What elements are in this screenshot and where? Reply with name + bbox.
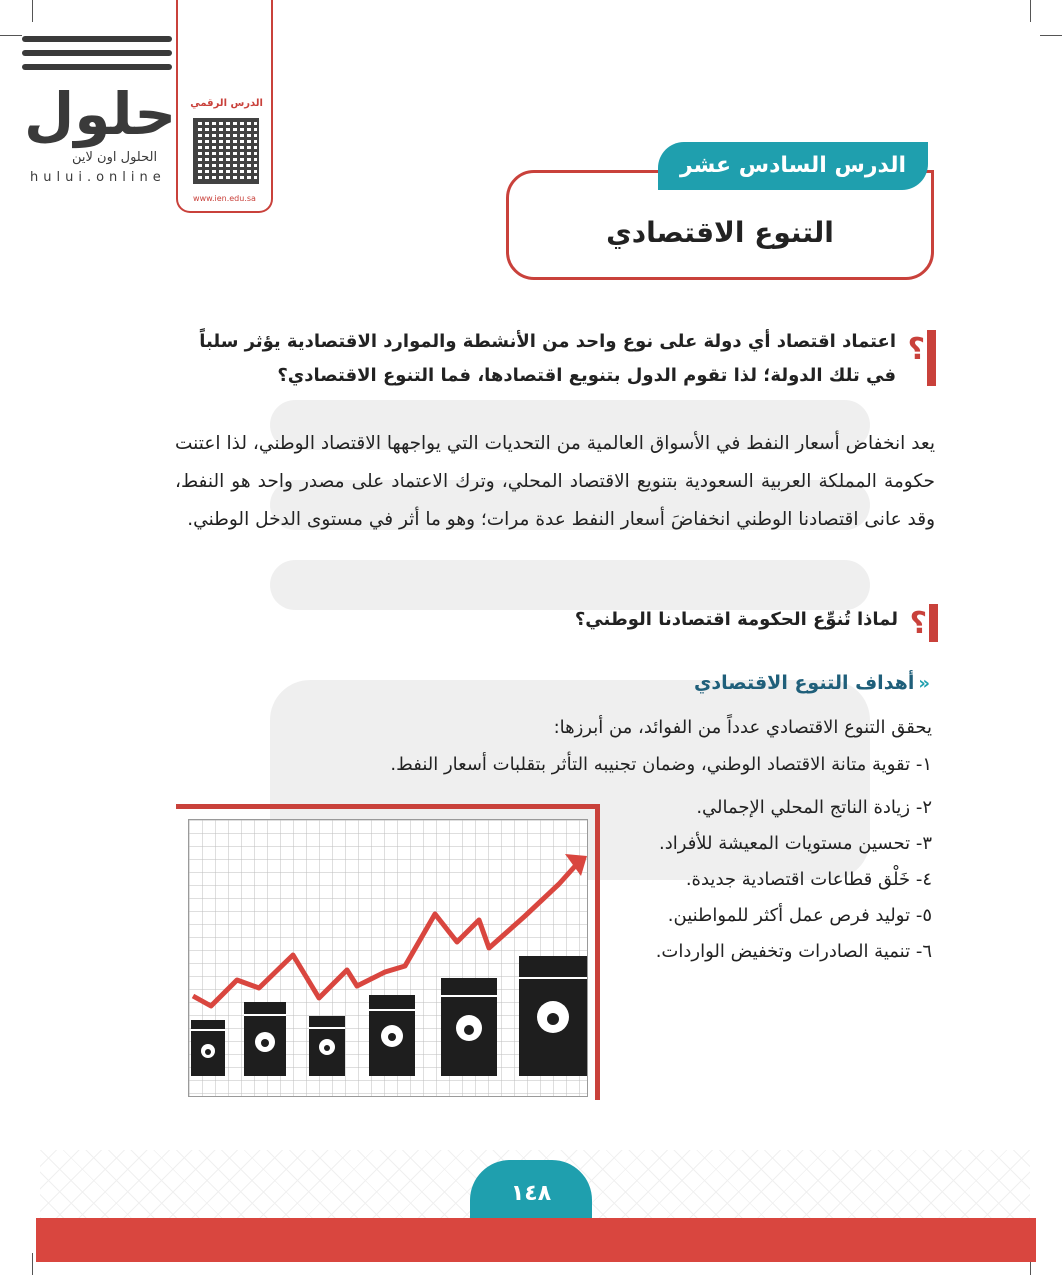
goal-item: ٦- تنمية الصادرات وتخفيض الواردات. bbox=[655, 941, 932, 962]
goals-intro: يحقق التنوع الاقتصادي عدداً من الفوائد، من أبرزها: bbox=[553, 717, 932, 738]
oil-price-illustration bbox=[176, 804, 600, 1100]
crop-mark bbox=[1030, 0, 1031, 22]
goal-item: ١- تقوية متانة الاقتصاد الوطني، وضمان تجنيبه التأثر بتقلبات أسعار النفط. bbox=[390, 754, 932, 775]
discussion-question: لماذا تُنوِّع الحكومة اقتصادنا الوطني؟ bbox=[574, 609, 898, 630]
crop-mark bbox=[32, 0, 33, 22]
digital-lesson-label: الدرس الرقمي bbox=[190, 98, 263, 109]
digital-lesson-url[interactable]: www.ien.edu.sa bbox=[193, 194, 256, 203]
goal-item: ٥- توليد فرص عمل أكثر للمواطنين. bbox=[667, 905, 932, 926]
crop-mark bbox=[1040, 35, 1062, 36]
goal-item: ٤- خَلْق قطاعات اقتصادية جديدة. bbox=[685, 869, 932, 890]
qr-code-icon[interactable] bbox=[193, 118, 259, 184]
footer-bar bbox=[36, 1218, 1036, 1262]
intro-question: اعتماد اقتصاد أي دولة على نوع واحد من الأنشطة والموارد الاقتصادية يؤثر سلباً في تلك الدولة؛ لذا تقوم الدول بتنويع اقتصادها، فما التنوع الاقتصادي؟ bbox=[199, 331, 896, 386]
goal-item: ٣- تحسين مستويات المعيشة للأفراد. bbox=[659, 833, 932, 854]
site-logo[interactable] bbox=[12, 30, 187, 185]
lesson-number-badge: الدرس السادس عشر bbox=[658, 142, 928, 190]
section-heading: «أهداف التنوع الاقتصادي bbox=[693, 672, 930, 694]
question-mark-icon: ؟ bbox=[904, 330, 936, 386]
digital-lesson-tag[interactable] bbox=[176, 0, 273, 213]
logo-subtitle-latin: hului.online bbox=[30, 170, 166, 185]
double-chevron-icon: « bbox=[918, 673, 930, 694]
lesson-title: التنوع الاقتصادي bbox=[606, 216, 834, 249]
page-number: ١٤٨ bbox=[470, 1160, 592, 1220]
body-paragraph: يعد انخفاض أسعار النفط في الأسواق العالمية من التحديات التي يواجهها الاقتصاد الوطني، لذا اعتنت حكومة المملكة العربية السعودية بتنويع الاقتصاد المحلي، وترك الاعتماد على مصدر واحد هو النفط، وقد عانى اقتصادنا الوطني انخفاضَ أسعار النفط عدة مرات؛ وهو ما أثر في مستوى الدخل الوطني. bbox=[175, 433, 935, 530]
logo-word: حلول bbox=[24, 80, 177, 148]
logo-subtitle-arabic: الحلول اون لاين bbox=[72, 150, 158, 165]
question-mark-icon: ؟ bbox=[906, 604, 938, 642]
goals-list bbox=[612, 790, 932, 970]
goal-item: ٢- زيادة الناتج المحلي الإجمالي. bbox=[696, 797, 932, 818]
crop-mark bbox=[32, 1253, 33, 1275]
oil-barrels-graph-illustration bbox=[189, 820, 587, 1096]
